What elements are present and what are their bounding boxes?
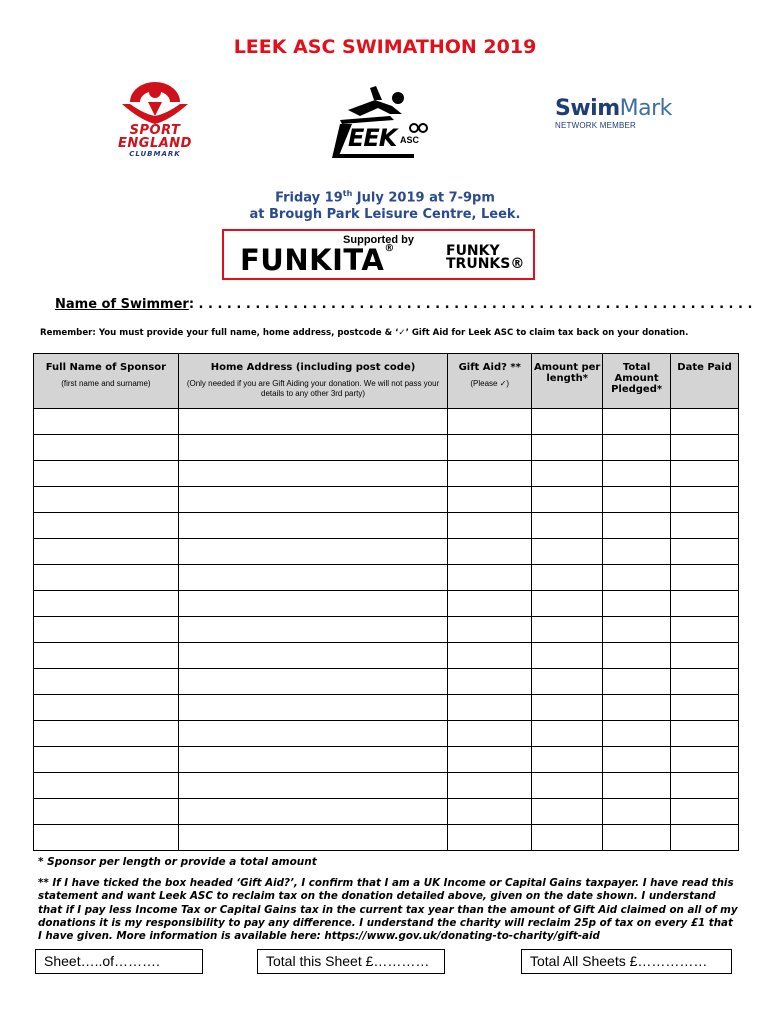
date-paid-cell[interactable] (671, 773, 739, 799)
swimmer-name-dots: : . . . . . . . . . . . . . . . . . . . . . . . . . . . . . . . . . . . . . . . . . . . . . . . . . . . . . . . . . . . (188, 297, 753, 312)
table-row (34, 747, 739, 773)
total-pledged-cell[interactable] (603, 825, 671, 851)
amount-per-length-cell[interactable] (532, 695, 603, 721)
gift-aid-cell[interactable] (448, 513, 532, 539)
table-row (34, 539, 739, 565)
total-pledged-cell[interactable] (603, 773, 671, 799)
sponsor-name-cell[interactable] (34, 773, 179, 799)
total-all-sheets-field[interactable]: Total All Sheets £…………… (521, 949, 732, 974)
date-paid-cell[interactable] (671, 669, 739, 695)
total-pledged-cell[interactable] (603, 799, 671, 825)
sponsor-name-cell[interactable] (34, 539, 179, 565)
table-row (34, 825, 739, 851)
amount-per-length-cell[interactable] (532, 539, 603, 565)
address-cell[interactable] (178, 487, 448, 513)
table-row (34, 461, 739, 487)
gift-aid-cell[interactable] (448, 565, 532, 591)
sponsor-table-header (34, 354, 739, 409)
amount-per-length-cell[interactable] (532, 513, 603, 539)
gift-aid-cell[interactable] (448, 591, 532, 617)
total-pledged-cell[interactable] (603, 747, 671, 773)
table-row (34, 409, 739, 435)
remember-note: Remember: You must provide your full name, home address, postcode & ‘✓’ Gift Aid for Leek ASC to claim tax back on your donation. (40, 328, 689, 338)
gift-aid-cell[interactable] (448, 799, 532, 825)
funkita-sponsor-banner (222, 229, 535, 280)
amount-per-length-cell[interactable] (532, 747, 603, 773)
table-row (34, 643, 739, 669)
date-paid-cell[interactable] (671, 643, 739, 669)
sponsor-name-cell[interactable] (34, 643, 179, 669)
date-paid-cell[interactable] (671, 721, 739, 747)
date-paid-cell[interactable] (671, 539, 739, 565)
date-paid-cell[interactable] (671, 461, 739, 487)
address-cell[interactable] (178, 747, 448, 773)
address-cell[interactable] (178, 461, 448, 487)
total-pledged-cell[interactable] (603, 539, 671, 565)
table-row (34, 487, 739, 513)
logo-text-england: ENGLAND (118, 136, 192, 151)
gift-aid-cell[interactable] (448, 435, 532, 461)
total-pledged-cell[interactable] (603, 513, 671, 539)
gift-aid-cell[interactable] (448, 617, 532, 643)
address-cell[interactable] (178, 799, 448, 825)
gift-aid-cell[interactable] (448, 487, 532, 513)
gift-aid-cell[interactable] (448, 721, 532, 747)
address-cell[interactable] (178, 565, 448, 591)
gift-aid-cell[interactable] (448, 461, 532, 487)
total-pledged-cell[interactable] (603, 591, 671, 617)
total-pledged-cell[interactable] (603, 487, 671, 513)
sponsor-name-cell[interactable] (34, 435, 179, 461)
footnote-sponsor: * Sponsor per length or provide a total amount (38, 856, 317, 868)
sponsor-name-cell[interactable] (34, 747, 179, 773)
sport-england-emblem-icon (100, 80, 210, 125)
funkita-logo-text: FUNKITA® (240, 243, 395, 277)
table-row (34, 565, 739, 591)
amount-per-length-cell[interactable] (532, 591, 603, 617)
sponsor-name-cell[interactable] (34, 799, 179, 825)
sponsor-name-cell[interactable] (34, 565, 179, 591)
gift-aid-cell[interactable] (448, 409, 532, 435)
table-row (34, 617, 739, 643)
logo-text-sport: SPORT (129, 123, 181, 138)
swimmark-mark: Mark (619, 96, 672, 121)
amount-per-length-cell[interactable] (532, 799, 603, 825)
gift-aid-cell[interactable] (448, 773, 532, 799)
date-paid-cell[interactable] (671, 747, 739, 773)
sponsor-name-cell[interactable] (34, 461, 179, 487)
sponsor-table-body (34, 409, 739, 851)
address-cell[interactable] (178, 773, 448, 799)
header-date-paid: Date Paid (671, 354, 739, 409)
amount-per-length-cell[interactable] (532, 773, 603, 799)
gift-aid-cell[interactable] (448, 747, 532, 773)
amount-per-length-cell[interactable] (532, 461, 603, 487)
gift-aid-cell[interactable] (448, 695, 532, 721)
supported-by-text: Supported by (343, 234, 414, 246)
total-pledged-cell[interactable] (603, 643, 671, 669)
address-cell[interactable] (178, 721, 448, 747)
amount-per-length-cell[interactable] (532, 409, 603, 435)
address-cell[interactable] (178, 591, 448, 617)
leek-asc-logo (330, 80, 440, 165)
date-paid-cell[interactable] (671, 435, 739, 461)
sponsor-name-cell[interactable] (34, 513, 179, 539)
total-pledged-cell[interactable] (603, 617, 671, 643)
date-paid-cell[interactable] (671, 513, 739, 539)
amount-per-length-cell[interactable] (532, 825, 603, 851)
date-paid-cell[interactable] (671, 487, 739, 513)
sponsor-name-cell[interactable] (34, 721, 179, 747)
table-row (34, 799, 739, 825)
sponsor-name-cell[interactable] (34, 695, 179, 721)
header-total-pledged: Total Amount Pledged* (603, 354, 671, 409)
total-pledged-cell[interactable] (603, 461, 671, 487)
swimmer-name-field[interactable] (55, 297, 752, 312)
table-row (34, 435, 739, 461)
gift-aid-cell[interactable] (448, 539, 532, 565)
address-cell[interactable] (178, 825, 448, 851)
amount-per-length-cell[interactable] (532, 487, 603, 513)
sponsor-name-cell[interactable] (34, 487, 179, 513)
total-pledged-cell[interactable] (603, 409, 671, 435)
swimmer-name-label: Name of Swimmer (55, 297, 189, 312)
address-cell[interactable] (178, 435, 448, 461)
table-row (34, 721, 739, 747)
header-home-address: Home Address (including post code) (Only needed if you are Gift Aiding your donation. We will not pass your details to any other 3rd party) (178, 354, 448, 409)
header-amount-per-length: Amount per length* (532, 354, 603, 409)
date-paid-cell[interactable] (671, 825, 739, 851)
sponsor-name-cell[interactable] (34, 409, 179, 435)
leek-logo-word: EEK (348, 124, 397, 152)
swimmark-swim: Swim (555, 96, 620, 121)
sponsor-name-cell[interactable] (34, 669, 179, 695)
total-pledged-cell[interactable] (603, 669, 671, 695)
swimmark-sub: NETWORK MEMBER (555, 121, 637, 130)
address-cell[interactable] (178, 669, 448, 695)
date-paid-cell[interactable] (671, 409, 739, 435)
amount-per-length-cell[interactable] (532, 565, 603, 591)
sponsor-name-cell[interactable] (34, 591, 179, 617)
sponsor-table (33, 353, 739, 851)
total-pledged-cell[interactable] (603, 435, 671, 461)
total-pledged-cell[interactable] (603, 565, 671, 591)
amount-per-length-cell[interactable] (532, 669, 603, 695)
amount-per-length-cell[interactable] (532, 435, 603, 461)
leek-logo-asc: ASC (400, 135, 420, 145)
table-row (34, 669, 739, 695)
logo-text-clubmark: CLUBMARK (129, 150, 181, 158)
table-row (34, 591, 739, 617)
amount-per-length-cell[interactable] (532, 643, 603, 669)
footnote-gift-aid: ** If I have ticked the box headed ‘Gift Aid?’, I confirm that I am a UK Income or Capital Gains taxpayer. I have read this statement and want Leek ASC to reclaim tax on the donation detailed above, given on the date shown. I understand that if I pay less Income Tax or Capital Gains tax in the current tax year than the amount of Gift Aid claimed on all of my donations it is my responsibility to pay any difference. I understand the charity will reclaim 25p of tax on every £1 that I have given. More information is available here: https://www.gov.uk/donating-to-charity/gift-aid (38, 877, 738, 943)
table-row (34, 695, 739, 721)
gift-aid-cell[interactable] (448, 825, 532, 851)
table-row (34, 773, 739, 799)
total-pledged-cell[interactable] (603, 721, 671, 747)
date-paid-cell[interactable] (671, 617, 739, 643)
funky-trunks-logo-text: FUNKY TRUNKS® (446, 243, 525, 272)
sheet-number-field[interactable]: Sheet…..of………. (35, 949, 203, 974)
date-paid-cell[interactable] (671, 591, 739, 617)
event-venue: at Brough Park Leisure Centre, Leek. (249, 207, 521, 222)
amount-per-length-cell[interactable] (532, 617, 603, 643)
address-cell[interactable] (178, 539, 448, 565)
address-cell[interactable] (178, 617, 448, 643)
address-cell[interactable] (178, 695, 448, 721)
gift-aid-cell[interactable] (448, 643, 532, 669)
total-this-sheet-field[interactable]: Total this Sheet £………… (257, 949, 445, 974)
total-pledged-cell[interactable] (603, 695, 671, 721)
address-cell[interactable] (178, 513, 448, 539)
address-cell[interactable] (178, 643, 448, 669)
event-date: Friday 19th July 2019 at 7-9pm (275, 189, 495, 206)
date-paid-cell[interactable] (671, 695, 739, 721)
date-paid-cell[interactable] (671, 799, 739, 825)
gift-aid-cell[interactable] (448, 669, 532, 695)
sport-england-logo (100, 80, 210, 160)
header-gift-aid: Gift Aid? ** (Please ✓) (448, 354, 532, 409)
sponsor-name-cell[interactable] (34, 617, 179, 643)
sponsor-name-cell[interactable] (34, 825, 179, 851)
page-title: LEEK ASC SWIMATHON 2019 (233, 36, 537, 58)
header-sponsor-name: Full Name of Sponsor (first name and surname) (34, 354, 179, 409)
amount-per-length-cell[interactable] (532, 721, 603, 747)
swimmer-icon (330, 80, 440, 165)
swimmark-logo (555, 96, 685, 136)
date-paid-cell[interactable] (671, 565, 739, 591)
address-cell[interactable] (178, 409, 448, 435)
table-row (34, 513, 739, 539)
